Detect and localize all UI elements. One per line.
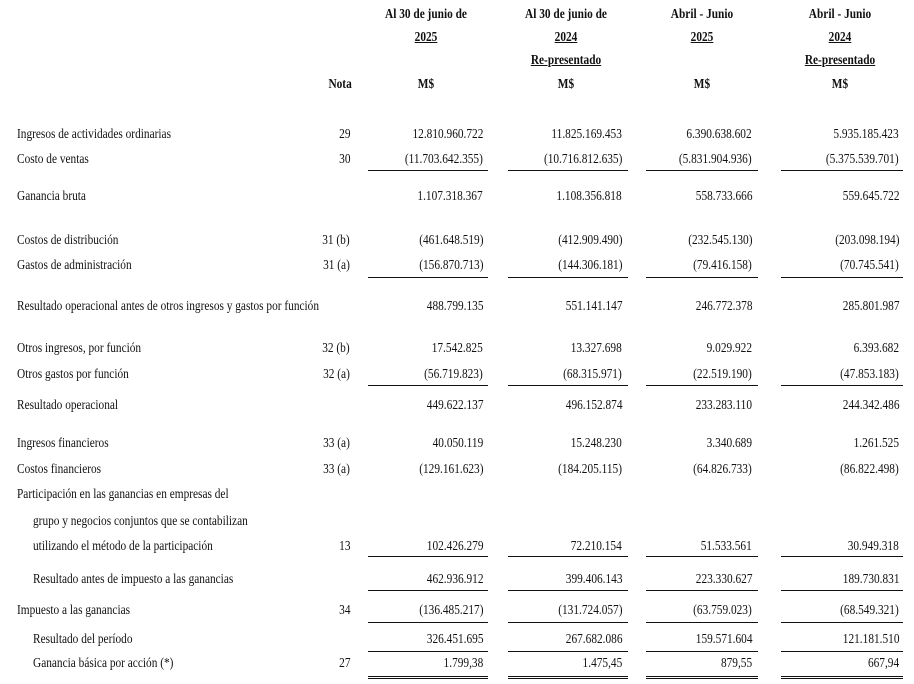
row-value: 559.645.722 <box>842 188 899 203</box>
row-value: (47.853.183) <box>840 366 899 381</box>
row-label: Resultado del período <box>33 631 133 646</box>
row-value: (79.416.158) <box>693 257 752 272</box>
row-value: 6.393.682 <box>853 340 899 355</box>
subtotal-rule <box>646 622 758 623</box>
column-unit-label: M$ <box>557 76 575 91</box>
row-value: 159.571.604 <box>695 631 752 646</box>
row-label: utilizando el método de la participación <box>33 538 213 553</box>
row-value: 449.622.137 <box>426 397 483 412</box>
row-value: 488.799.135 <box>426 298 483 313</box>
row-value: 1.799,38 <box>443 655 483 670</box>
row-value: (203.098.194) <box>834 232 899 247</box>
row-value: 40.050.119 <box>432 435 483 450</box>
row-label: Ganancia bruta <box>17 188 86 203</box>
row-value: 326.451.695 <box>426 631 483 646</box>
subtotal-rule <box>508 277 628 278</box>
row-value: 30.949.318 <box>847 538 899 553</box>
row-value: 102.426.279 <box>426 538 483 553</box>
column-year-header: 2025 <box>414 29 438 44</box>
row-value: (5.831.904.936) <box>679 151 752 166</box>
subtotal-rule <box>368 556 488 557</box>
row-label: Resultado operacional antes de otros ingresos y gastos por función <box>17 298 320 313</box>
row-value: 11.825.169.453 <box>551 126 622 141</box>
row-label: Costos de distribución <box>17 232 119 247</box>
row-value: 223.330.627 <box>695 571 752 586</box>
row-value: 13.327.698 <box>570 340 622 355</box>
row-value: 3.340.689 <box>706 435 752 450</box>
column-year-header: 2024 <box>554 29 578 44</box>
column-restated-label: Re-presentado <box>804 52 876 67</box>
row-value: 551.141.147 <box>565 298 622 313</box>
row-value: 285.801.987 <box>842 298 899 313</box>
row-label: grupo y negocios conjuntos que se contabilizan <box>33 513 248 528</box>
row-value: 6.390.638.602 <box>686 126 752 141</box>
total-double-rule <box>646 676 758 679</box>
row-label: Resultado antes de impuesto a las ganancias <box>33 571 234 586</box>
row-value: 9.029.922 <box>706 340 752 355</box>
subtotal-rule <box>508 170 628 171</box>
row-label: Otros ingresos, por función <box>17 340 142 355</box>
row-value: 233.283.110 <box>695 397 752 412</box>
row-label: Costos financieros <box>17 461 102 476</box>
row-note: 13 <box>338 538 350 553</box>
row-note: 31 (b) <box>322 232 350 247</box>
row-value: 17.542.825 <box>431 340 483 355</box>
row-value: 189.730.831 <box>842 571 899 586</box>
row-value: 121.181.510 <box>842 631 899 646</box>
subtotal-rule <box>368 277 488 278</box>
subtotal-rule <box>781 556 903 557</box>
row-label: Participación en las ganancias en empresas del <box>17 486 229 501</box>
subtotal-rule <box>368 385 488 386</box>
subtotal-rule <box>508 556 628 557</box>
subtotal-rule <box>646 170 758 171</box>
column-unit-label: M$ <box>693 76 711 91</box>
row-note: 33 (a) <box>323 435 350 450</box>
row-value: 1.107.318.367 <box>417 188 483 203</box>
row-value: 462.936.912 <box>426 571 483 586</box>
row-value: (412.909.490) <box>557 232 622 247</box>
subtotal-rule <box>781 170 903 171</box>
row-value: (131.724.057) <box>557 602 622 617</box>
row-value: 1.108.356.818 <box>556 188 622 203</box>
row-note: 27 <box>338 655 350 670</box>
nota-header: Nota <box>328 76 352 91</box>
row-label: Ingresos de actividades ordinarias <box>17 126 171 141</box>
row-value: 558.733.666 <box>695 188 752 203</box>
column-unit-label: M$ <box>831 76 849 91</box>
subtotal-rule <box>646 277 758 278</box>
row-value: 496.152.874 <box>565 397 622 412</box>
row-label: Gastos de administración <box>17 257 132 272</box>
row-value: 51.533.561 <box>700 538 752 553</box>
row-value: 1.261.525 <box>853 435 899 450</box>
row-value: 267.682.086 <box>565 631 622 646</box>
subtotal-rule <box>508 385 628 386</box>
row-label: Ingresos financieros <box>17 435 109 450</box>
row-value: (70.745.541) <box>840 257 899 272</box>
row-value: (144.306.181) <box>557 257 622 272</box>
subtotal-rule <box>646 556 758 557</box>
row-value: (156.870.713) <box>418 257 483 272</box>
row-value: (129.161.623) <box>418 461 483 476</box>
row-value: 72.210.154 <box>570 538 622 553</box>
row-label: Otros gastos por función <box>17 366 129 381</box>
column-year-header: 2025 <box>690 29 714 44</box>
row-value: (136.485.217) <box>418 602 483 617</box>
row-note: 34 <box>338 602 350 617</box>
subtotal-rule <box>781 385 903 386</box>
total-double-rule <box>781 676 903 679</box>
row-value: 1.475,45 <box>582 655 622 670</box>
column-period-header: Abril - Junio <box>670 6 734 21</box>
row-value: 879,55 <box>720 655 752 670</box>
column-period-header: Al 30 de junio de <box>525 6 607 21</box>
row-value: (11.703.642.355) <box>404 151 483 166</box>
row-value: 15.248.230 <box>570 435 622 450</box>
row-value: (86.822.498) <box>840 461 899 476</box>
subtotal-rule <box>508 622 628 623</box>
subtotal-rule <box>781 622 903 623</box>
row-value: (56.719.823) <box>424 366 483 381</box>
subtotal-rule <box>368 622 488 623</box>
subtotal-rule <box>368 590 488 591</box>
row-note: 33 (a) <box>323 461 350 476</box>
total-double-rule <box>368 676 488 679</box>
row-value: 246.772.378 <box>695 298 752 313</box>
subtotal-rule <box>508 651 628 652</box>
row-note: 30 <box>338 151 350 166</box>
row-value: (68.315.971) <box>563 366 622 381</box>
row-note: 31 (a) <box>323 257 350 272</box>
subtotal-rule <box>781 651 903 652</box>
subtotal-rule <box>368 170 488 171</box>
row-label: Costo de ventas <box>17 151 89 166</box>
column-year-header: 2024 <box>828 29 852 44</box>
subtotal-rule <box>508 590 628 591</box>
row-value: (10.716.812.635) <box>543 151 622 166</box>
row-value: (22.519.190) <box>693 366 752 381</box>
row-label: Resultado operacional <box>17 397 119 412</box>
subtotal-rule <box>646 385 758 386</box>
subtotal-rule <box>368 651 488 652</box>
row-value: (184.205.115) <box>558 461 622 476</box>
row-value: (63.759.023) <box>693 602 752 617</box>
subtotal-rule <box>781 277 903 278</box>
row-note: 29 <box>338 126 350 141</box>
row-value: (461.648.519) <box>418 232 483 247</box>
subtotal-rule <box>646 590 758 591</box>
row-value: 5.935.185.423 <box>833 126 899 141</box>
row-value: 399.406.143 <box>565 571 622 586</box>
row-value: (5.375.539.701) <box>826 151 899 166</box>
subtotal-rule <box>646 651 758 652</box>
column-period-header: Al 30 de junio de <box>385 6 467 21</box>
row-value: 12.810.960.722 <box>412 126 483 141</box>
row-label: Ganancia básica por acción (*) <box>33 655 174 670</box>
column-unit-label: M$ <box>417 76 435 91</box>
column-restated-label: Re-presentado <box>530 52 602 67</box>
subtotal-rule <box>781 590 903 591</box>
row-value: 244.342.486 <box>842 397 899 412</box>
row-note: 32 (a) <box>323 366 350 381</box>
row-value: (232.545.130) <box>687 232 752 247</box>
row-label: Impuesto a las ganancias <box>17 602 131 617</box>
total-double-rule <box>508 676 628 679</box>
row-value: (64.826.733) <box>693 461 752 476</box>
row-note: 32 (b) <box>322 340 350 355</box>
row-value: 667,94 <box>867 655 899 670</box>
row-value: (68.549.321) <box>840 602 899 617</box>
column-period-header: Abril - Junio <box>808 6 872 21</box>
